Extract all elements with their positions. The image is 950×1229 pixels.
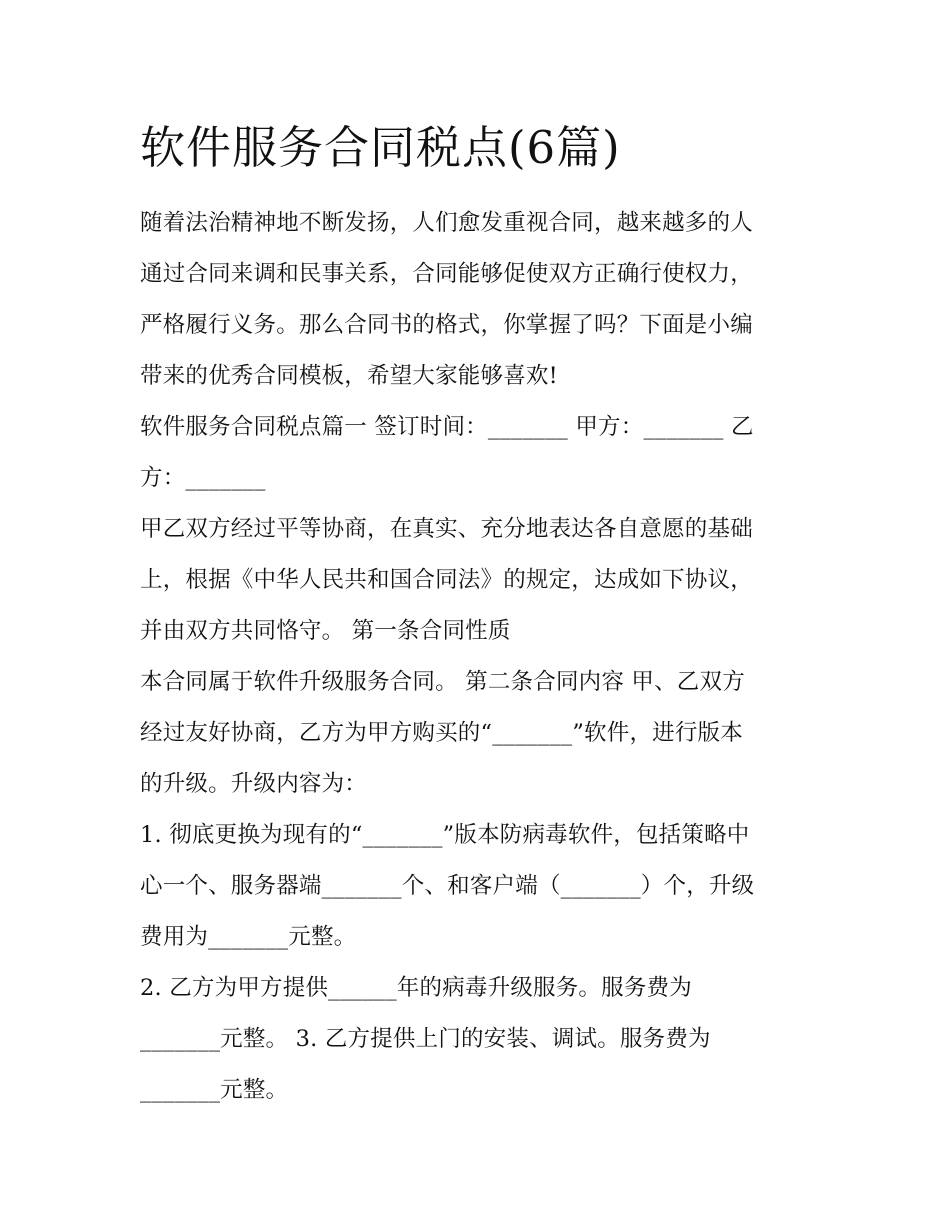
document-body [140,198,820,1116]
body-line: 费用为_______元整。 [140,924,357,950]
body-line: 软件服务合同税点篇一 签订时间：_______ 甲方：_______ 乙 [140,414,754,440]
body-line: 方：_______ [140,465,266,491]
body-line: 严格履行义务。那么合同书的格式，你掌握了吗？下面是小编 [140,312,753,338]
body-line: 2. 乙方为甲方提供______年的病毒升级服务。服务费为 [140,975,692,1001]
body-line: 1. 彻底更换为现有的“_______”版本防病毒软件，包括策略中 [140,822,750,848]
body-line: 心一个、服务器端_______个、和客户端（_______）个，升级 [140,873,755,899]
body-line: 本合同属于软件升级服务合同。 第二条合同内容 甲、乙双方 [140,669,745,695]
body-line: 通过合同来调和民事关系，合同能够促使双方正确行使权力， [140,261,753,287]
body-line: 带来的优秀合同模板，希望大家能够喜欢! [140,363,558,389]
body-line: 随着法治精神地不断发扬，人们愈发重视合同，越来越多的人 [140,210,753,236]
body-line: 经过友好协商，乙方为甲方购买的“_______”软件，进行版本 [140,720,743,746]
document-title: 软件服务合同税点(6篇) [140,121,621,174]
body-line: _______元整。 3. 乙方提供上门的安装、调试。服务费为 [140,1026,711,1052]
body-line: 上，根据《中华人民共和国合同法》的规定，达成如下协议， [140,567,753,593]
body-line: 的升级。升级内容为： [140,771,368,797]
body-line: _______元整。 [140,1077,289,1103]
body-line: 甲乙双方经过平等协商，在真实、充分地表达各自意愿的基础 [140,516,753,542]
body-line: 并由双方共同恪守。 第一条合同性质 [140,618,511,644]
